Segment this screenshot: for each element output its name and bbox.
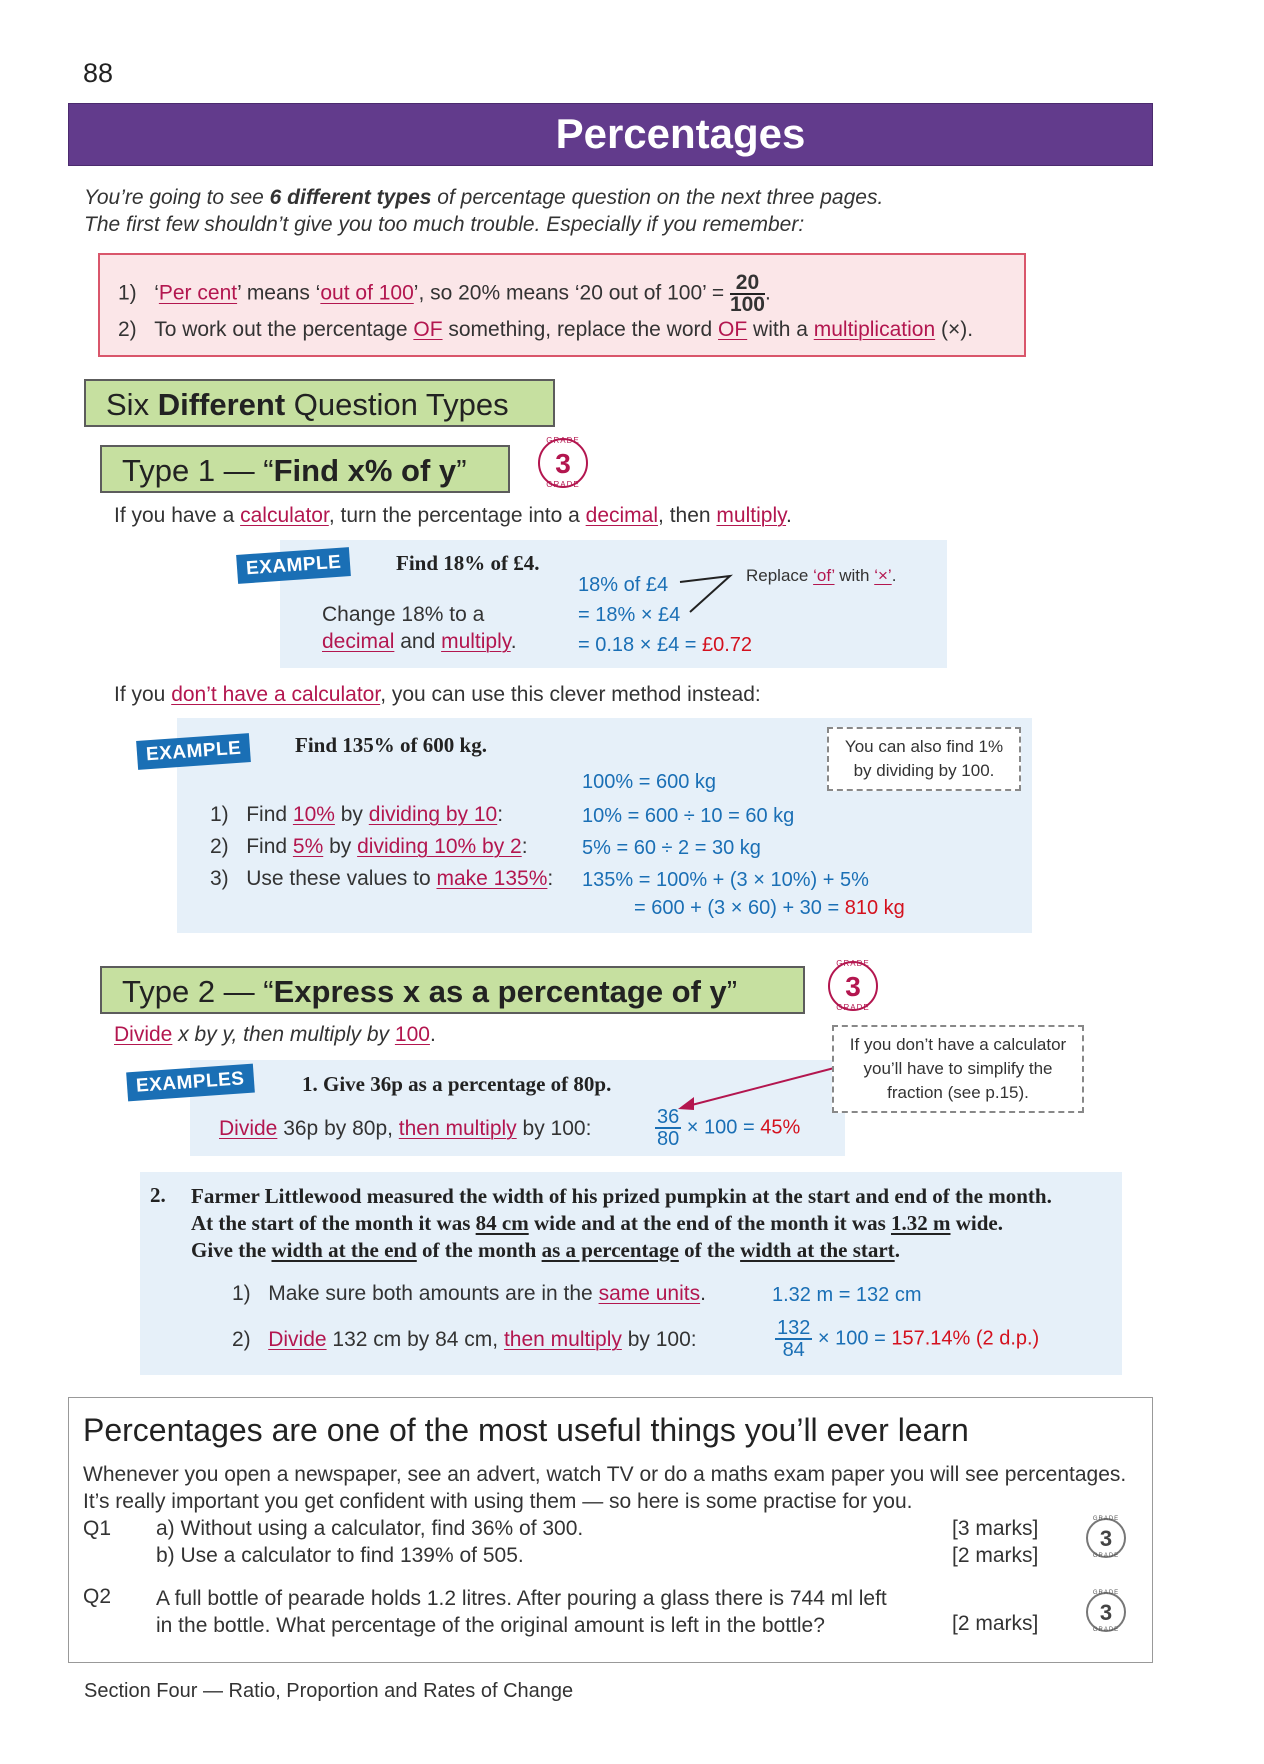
type2-q2-step-1: 1) Make sure both amounts are in the same units. <box>232 1282 706 1305</box>
type1-heading: Type 1 — “Find x% of y” <box>100 445 510 493</box>
type2-question-2: Farmer Littlewood measured the width of his prized pumpkin at the start and end of the month. At the start of the month it was 84 cm wide and at the end of the month it was 1.32 m wide. Give the width at the end of the month as a percentage of the width at the start. <box>191 1184 1052 1262</box>
type2-q2-number: 2. <box>150 1183 166 1207</box>
pointer-arrow-icon <box>672 1063 842 1115</box>
example-badge: EXAMPLE <box>136 733 251 770</box>
example2-tip-note: You can also find 1% by dividing by 100. <box>827 727 1021 791</box>
rule-1: 1) ‘Per cent’ means ‘out of 100’, so 20% means ‘20 out of 100’ = $\frac{20}{100}$ . <box>118 271 771 316</box>
practice-heading: Percentages are one of the most useful things you’ll ever learn <box>83 1412 969 1448</box>
example2-step-2: 2) Find 5% by dividing 10% by 2: <box>210 835 528 858</box>
example2-work-4: = 600 + (3 × 60) + 30 = 810 kg <box>634 897 905 919</box>
practice-intro: Whenever you open a newspaper, see an advert, watch TV or do a maths exam paper you will see percentages. It’s really important you get confident with using them — so here is some practise for you. <box>83 1463 1127 1513</box>
type2-tip-note: If you don’t have a calculator you’ll have to simplify the fraction (see p.15). <box>832 1025 1084 1113</box>
example-badge: EXAMPLE <box>236 547 351 584</box>
type2-q1-answer: $\frac{36}{80}$ × 100 = 45% <box>657 1106 801 1150</box>
example2-question: Find 135% of 600 kg. <box>295 733 487 757</box>
q2-label: Q2 <box>83 1585 112 1608</box>
q1-label: Q1 <box>83 1517 112 1540</box>
key-rules-box <box>98 253 1026 357</box>
q1b-marks: [2 marks] <box>952 1544 1039 1567</box>
examples-badge: EXAMPLES <box>126 1064 254 1102</box>
example2-work-3: 135% = 100% + (3 × 10%) + 5% <box>582 869 869 891</box>
grade-badge-icon: GRADE 3 GRADE <box>538 438 588 488</box>
q2-text: A full bottle of pearade holds 1.2 litres. After pouring a glass there is 744 ml left in the bottle. What percentage of the original amount is left in the bottle? <box>156 1587 887 1637</box>
example1-question: Find 18% of £4. <box>396 551 540 575</box>
q1a-marks: [3 marks] <box>952 1517 1039 1540</box>
type2-heading: Type 2 — “Express x as a percentage of y” <box>100 966 805 1014</box>
section-heading: Six Different Question Types <box>84 379 555 427</box>
page-title: Percentages <box>555 110 806 157</box>
example2-step-3: 3) Use these values to make 135%: <box>210 867 554 890</box>
type2-q2-step-2: 2) Divide 132 cm by 84 cm, then multiply by 100: <box>232 1328 697 1351</box>
practice-box <box>68 1397 1153 1663</box>
rule-2: 2) To work out the percentage OF something, replace the word OF with a multiplication (×). <box>118 318 974 341</box>
example1-work-2: = 18% × £4 <box>578 604 681 626</box>
example2-work-1: 10% = 600 ÷ 10 = 60 kg <box>582 805 795 827</box>
title-banner <box>68 103 1153 166</box>
example2-step-1: 1) Find 10% by dividing by 10: <box>210 803 504 826</box>
example1-work-1: 18% of £4 <box>578 574 669 596</box>
grade-badge-icon: GRADE 3 GRADE <box>1086 1518 1126 1558</box>
q1b-text: b) Use a calculator to find 139% of 505. <box>156 1544 524 1567</box>
type2-q1-method: Divide 36p by 80p, then multiply by 100: <box>219 1117 592 1140</box>
type2-question-1: 1. Give 36p as a percentage of 80p. <box>302 1072 612 1096</box>
grade-badge-icon: GRADE 3 GRADE <box>1086 1592 1126 1632</box>
type2-intro: Divide x by y, then multiply by 100. <box>114 1023 436 1046</box>
type2-q2-answer: $\frac{132}{84}$ × 100 = 157.14% (2 d.p.) <box>777 1317 1040 1361</box>
no-calculator-intro: If you don’t have a calculator, you can use this clever method instead: <box>114 683 761 706</box>
type1-intro: If you have a calculator, turn the percentage into a decimal, then multiply. <box>114 504 792 527</box>
intro-text: You’re going to see 6 different types of percentage question on the next three pages. The first few shouldn’t give you too much trouble. Especially if you remember: <box>84 186 884 236</box>
example2-work-2: 5% = 60 ÷ 2 = 30 kg <box>582 837 761 859</box>
page-number: 88 <box>83 58 114 88</box>
type2-q2-work-1: 1.32 m = 132 cm <box>772 1284 922 1306</box>
example2-work-0: 100% = 600 kg <box>582 771 716 793</box>
section-footer: Section Four — Ratio, Proportion and Rates of Change <box>84 1680 574 1702</box>
example1-note: Replace ‘of’ with ‘×’. <box>746 566 897 585</box>
q2-marks: [2 marks] <box>952 1612 1039 1635</box>
example1-work-3: = 0.18 × £4 = £0.72 <box>578 634 753 656</box>
pointer-arrow-icon <box>676 572 736 616</box>
fraction-20-100: $\frac{20}{100}$ <box>729 271 765 316</box>
q1a-text: a) Without using a calculator, find 36% of 300. <box>156 1517 584 1540</box>
example1-step: Change 18% to a decimal and multiply. <box>322 603 517 653</box>
grade-badge-icon: GRADE 3 GRADE <box>828 961 878 1011</box>
